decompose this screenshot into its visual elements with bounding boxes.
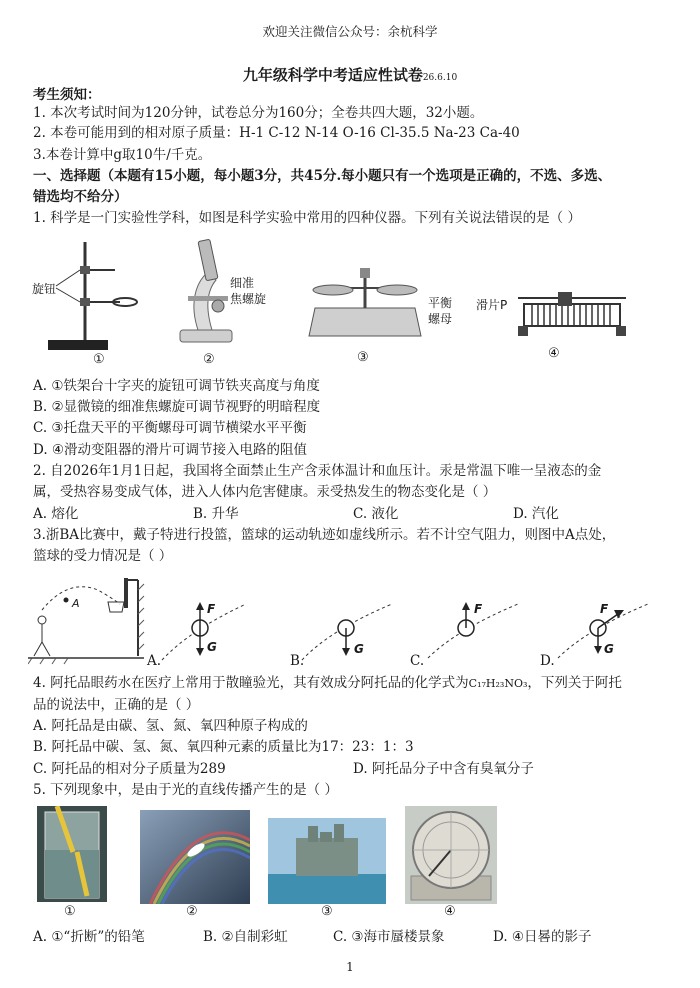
q5-stem: 5. 下列现象中，是由于光的直线传播产生的是（ ） [33,782,338,798]
q5-caption-4: ④ [444,904,456,919]
q3-b-force-g: G [354,642,364,656]
q3-option-c: C. [410,653,425,669]
q2-option-c: C. 液化 [353,506,399,522]
q5-caption-2: ② [186,904,198,919]
q1-stem: 1. 科学是一门实验性学科，如图是科学实验中常用的四种仪器。下列有关说法错误的是（ ） [33,210,581,226]
q5-option-a: A. ①“折断”的铅笔 [33,929,145,945]
rainbow-image [140,810,250,904]
sundial-image [405,806,497,904]
q4-stem-1b: ，下列关于阿托 [527,675,622,691]
q1-option-a: A. ①铁架台十字夹的旋钮可调节铁夹高度与角度 [33,378,320,394]
q1-option-b: B. ②显微镜的细准焦螺旋可调节视野的明暗程度 [33,399,321,415]
q1-caption-1: ① [93,352,105,367]
q3-point-label: A [72,597,80,610]
q1-caption-4: ④ [548,346,560,361]
q3-d-force-g: G [604,642,614,656]
q5-option-d: D. ④日晷的影子 [493,929,592,945]
mirage-image [268,818,386,904]
q3-option-a-figure [160,600,250,662]
basketball-trajectory-figure [28,570,150,666]
q4-stem-1 [33,674,622,693]
q3-d-force-f: F [600,602,609,616]
rheostat-image [518,290,626,338]
q5-caption-3: ③ [321,904,333,919]
notice-heading: 考生须知： [33,87,101,103]
q1-caption-3: ③ [357,350,369,365]
q3-stem-1: 3.浙BA比赛中，戴子特进行投篮，篮球的运动轨迹如虚线所示。若不计空气阻力，则图中A点处， [33,527,616,543]
q4-option-c: C. 阿托品的相对分子质量为289 [33,761,226,777]
notice-line-1: 1. 本次考试时间为120分钟，试卷总分为160分；全卷共四大题，32小题。 [33,105,484,121]
q4-option-d: D. 阿托品分子中含有臭氧分子 [353,761,534,777]
page-number: 1 [346,960,354,974]
q1-option-c: C. ③托盘天平的平衡螺母可调节横梁水平平衡 [33,420,307,436]
q1-label-fine-focus-1: 细准 [230,276,255,290]
title-text: 九年级科学中考适应性试卷 [242,66,423,84]
section-heading: 一、选择题（本题有15小题，每小题3分，共45分.每小题只有一个选项是正确的，不选、多选、 [33,168,612,184]
q1-label-balance-2: 螺母 [428,312,453,326]
notice-line-2: 2. 本卷可能用到的相对原子质量：H-1 C-12 N-14 O-16 Cl-35.5 Na-23 Ca-40 [33,125,520,141]
q5-option-c: C. ③海市蜃楼景象 [333,929,445,945]
q3-stem-2: 篮球的受力情况是（ ） [33,548,173,564]
q2-option-a: A. 熔化 [33,506,79,522]
q3-option-b-figure [300,600,396,662]
q1-label-fine-focus-2: 焦螺旋 [230,292,267,306]
q2-option-d: D. 汽化 [513,506,559,522]
q4-option-a: A. 阿托品是由碳、氢、氮、氧四种原子构成的 [33,718,308,734]
balance-image [305,258,425,340]
q2-stem-1: 2. 自2026年1月1日起，我国将全面禁止生产含汞体温计和血压计。汞是常温下唯一呈液态的金 [33,463,602,479]
pencil-in-water-image [37,806,107,902]
q4-option-b: B. 阿托品中碳、氢、氮、氧四种元素的质量比为17：23：1：3 [33,739,414,755]
q1-option-d: D. ④滑动变阻器的滑片可调节接入电路的阻值 [33,442,308,458]
q5-caption-1: ① [64,904,76,919]
q3-option-d: D. [540,653,555,669]
q3-a-force-f: F [207,602,216,616]
iron-stand-image [30,230,140,370]
q1-label-knob: 旋钮 [32,282,57,296]
header-text: 欢迎关注微信公众号：余杭科学 [262,24,438,39]
q1-label-balance-1: 平衡 [428,296,453,310]
page-title [0,64,700,85]
q4-stem-1a: 4. 阿托品眼药水在医疗上常用于散瞳验光，其有效成分阿托品的化学式为 [33,675,469,691]
q5-option-b: B. ②自制彩虹 [203,929,288,945]
q2-option-b: B. 升华 [193,506,239,522]
q4-stem-2: 品的说法中，正确的是（ ） [33,697,200,713]
q1-caption-2: ② [203,352,215,367]
section-heading-cont: 错选均不给分） [33,189,128,205]
q3-c-force-f: F [474,602,483,616]
q2-stem-2: 属，受热容易变成气体，进入人体内危害健康。汞受热发生的物态变化是（ ） [33,484,497,500]
title-date: 26.6.10 [422,73,458,83]
q1-label-slider: 滑片P [476,298,508,312]
q4-formula: C₁₇H₂₃NO₃ [468,677,528,690]
notice-line-3: 3.本卷计算中g取10牛/千克。 [33,147,212,163]
q3-a-force-g: G [207,640,217,654]
q3-option-b: B. [290,653,305,669]
q3-option-a: A. [147,653,162,669]
